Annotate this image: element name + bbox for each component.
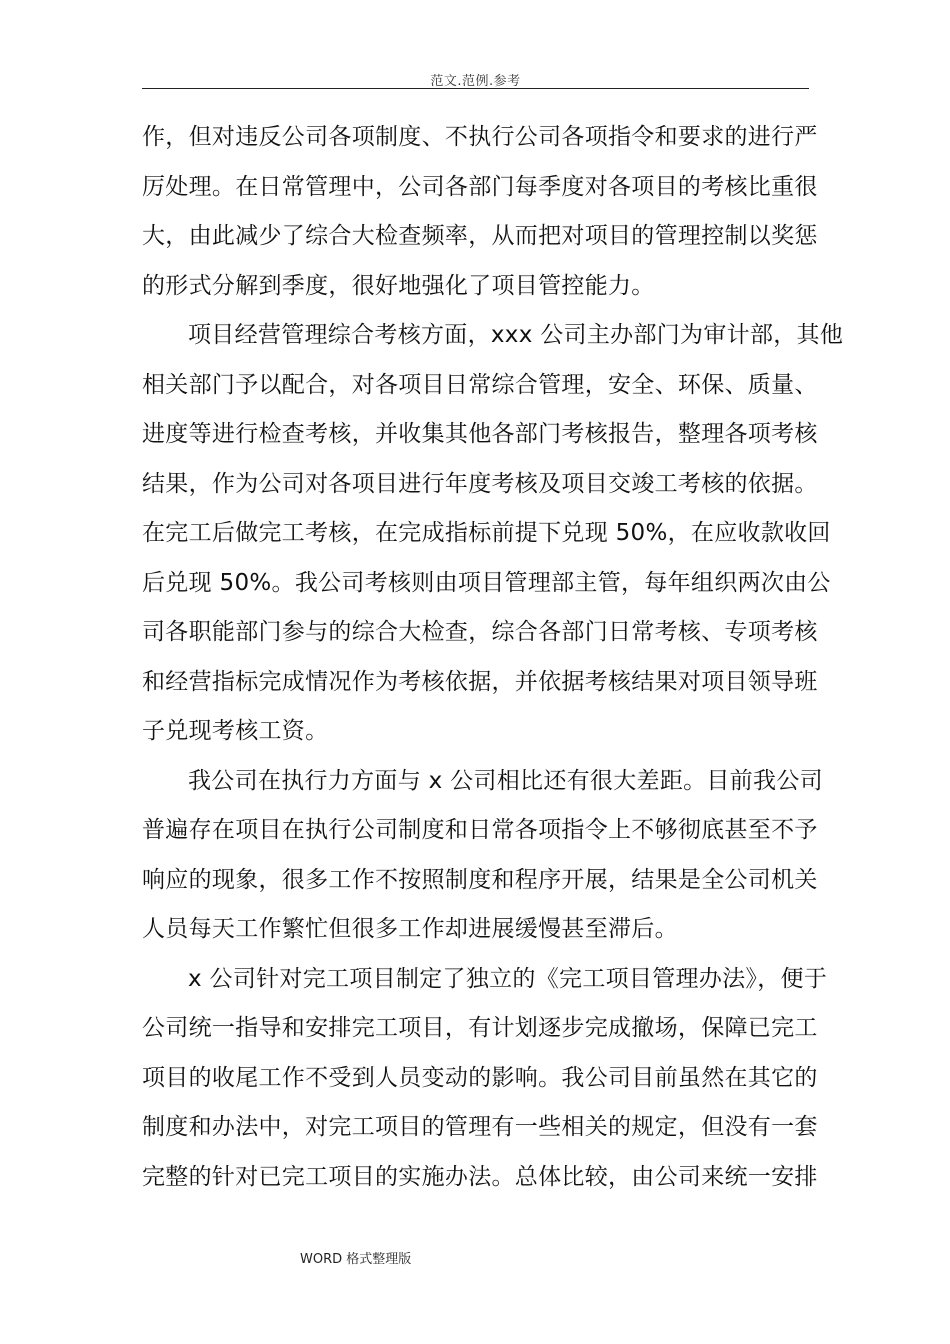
text-line: 制度和办法中，对完工项目的管理有一些相关的规定，但没有一套 [142,1114,818,1140]
text-line: 公司统一指导和安排完工项目，有计划逐步完成撤场，保障已完工 [142,1015,818,1041]
paragraph-first-line: 我公司在执行力方面与 x 公司相比还有很大差距。目前我公司 [188,767,823,794]
text-line: 项目的收尾工作不受到人员变动的影响。我公司目前虽然在其它的 [142,1064,818,1091]
text-line: 完整的针对已完工项目的实施办法。总体比较，由公司来统一安排 [142,1163,818,1190]
text-line: 人员每天工作繁忙但很多工作却进展缓慢甚至滞后。 [142,916,678,942]
text-line: 厉处理。在日常管理中，公司各部门每季度对各项目的考核比重很 [142,173,818,200]
header-text: 范文.范例.参考 [430,74,521,89]
text-line: 司各职能部门参与的综合大检查，综合各部门日常考核、专项考核 [142,619,818,645]
text-line: 的形式分解到季度，很好地强化了项目管控能力。 [142,272,655,299]
text-line: 大，由此减少了综合大检查频率，从而把对项目的管理控制以奖惩 [142,223,818,249]
text-line: 相关部门予以配合，对各项目日常综合管理，安全、环保、质量、 [142,371,818,398]
text-line: 响应的现象，很多工作不按照制度和程序开展，结果是全公司机关 [142,866,818,893]
text-line: 在完工后做完工考核，在完成指标前提下兑现 50%，在应收款收回 [142,520,831,546]
document-body [142,113,844,1202]
text-line: 和经营指标完成情况作为考核依据，并依据考核结果对项目领导班 [142,668,818,695]
paragraph-first-line: 项目经营管理综合考核方面，xxx 公司主办部门为审计部，其他 [188,322,844,348]
paragraph-first-line: x 公司针对完工项目制定了独立的《完工项目管理办法》，便于 [188,965,828,992]
page-footer: WORD 格式整理版 [300,1252,412,1267]
text-line: 结果，作为公司对各项目进行年度考核及项目交竣工考核的依据。 [142,470,818,497]
text-line: 后兑现 50%。我公司考核则由项目管理部主管，每年组织两次由公 [142,569,831,596]
text-line: 子兑现考核工资。 [142,718,329,744]
text-line: 进度等进行检查考核，并收集其他各部门考核报告，整理各项考核 [142,421,818,447]
page-header [142,68,809,89]
text-line: 作，但对违反公司各项制度、不执行公司各项指令和要求的进行严 [142,124,818,150]
text-line: 普遍存在项目在执行公司制度和日常各项指令上不够彻底甚至不予 [142,817,818,843]
